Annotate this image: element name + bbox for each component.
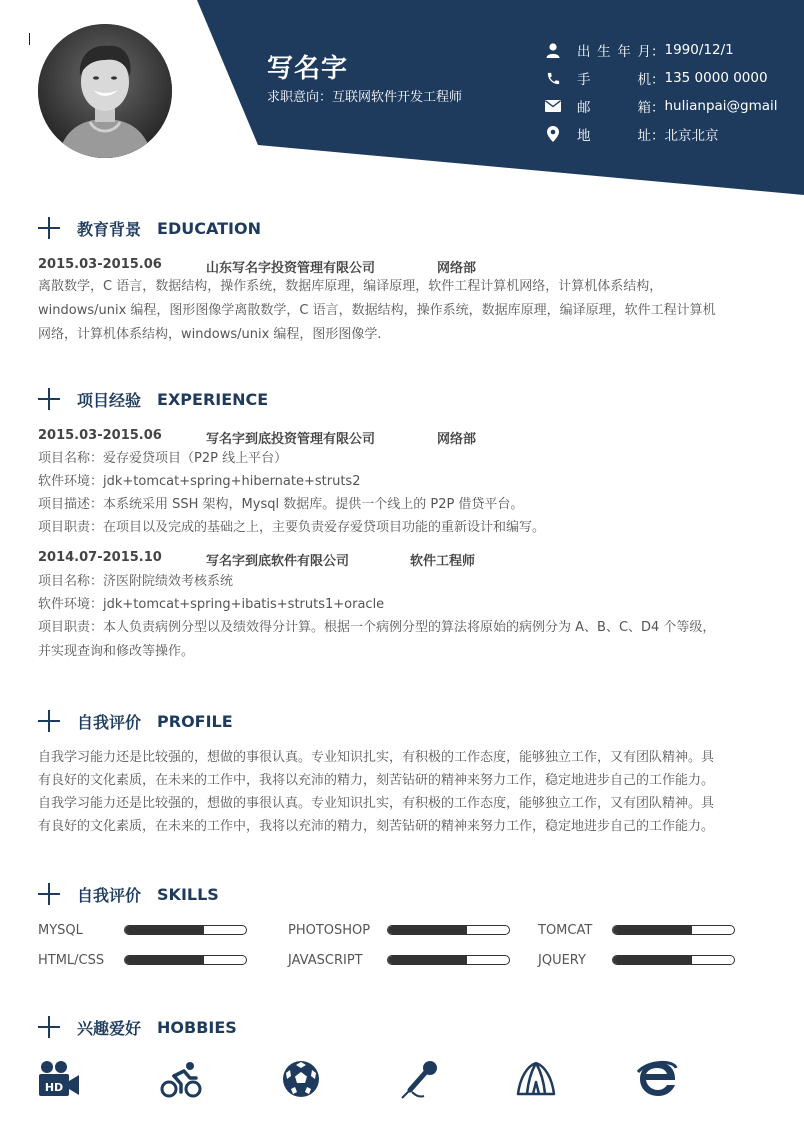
person-icon [545,42,561,58]
info-email [545,92,800,120]
skill-name: HTML/CSS [38,952,105,968]
entry-date: 2015.03-2015.06 [38,257,162,272]
skill-bar [124,955,247,965]
info-value: hulianpai@gmail [664,98,778,114]
entry-date: 2015.03-2015.06 [38,428,162,443]
education-line: 网络，计算机体系结构，windows/unix 编程，图形图像学. [38,327,382,342]
microphone-icon [400,1058,442,1100]
skill-fill [125,926,204,934]
info-phone [545,64,800,92]
candidate-name: 写名字 [267,54,349,84]
mail-icon [545,98,561,114]
entry-company: 写名字到底软件有限公司 [206,554,350,569]
skill-item [538,951,586,969]
movie-camera-icon [38,1058,80,1100]
entry-company: 写名字到底投资管理有限公司 [206,432,376,447]
profile-line: 有良好的文化素质，在未来的工作中，我将以充沛的精力，刻苦钻研的精神来努力工作，稳定地进步自己的工作能力。 [38,819,715,834]
skill-bar [612,955,735,965]
section-title-en: HOBBIES [157,1017,237,1037]
info-label: 手 机 [577,72,651,88]
skill-name: MYSQL [38,922,83,938]
skill-name: JAVASCRIPT [288,952,363,968]
info-label: 出 生 年 月 [577,44,651,60]
section-title-hobbies [38,1015,237,1039]
phone-icon [545,70,561,86]
entry-company: 山东写名字投资管理有限公司 [206,261,376,276]
experience-line: 并实现查询和修改等操作。 [38,644,195,659]
info-colon: ： [651,72,665,88]
plus-icon [38,388,60,410]
section-title-en: EDUCATION [157,218,261,238]
skill-item [288,951,363,969]
section-title-en: PROFILE [157,711,233,731]
info-colon: ： [651,100,665,116]
contact-info [545,36,800,148]
skill-fill [613,956,692,964]
section-title-en: EXPERIENCE [157,389,269,409]
profile-line: 自我学习能力还是比较强的，想做的事很认真。专业知识扎实，有积极的工作态度，能够独立工作，又有团队精神。具 [38,796,715,811]
skill-fill [388,926,467,934]
skill-name: PHOTOSHOP [288,922,371,938]
experience-line: 项目职责：在项目以及完成的基础之上，主要负责爱存爱贷项目功能的重新设计和编写。 [38,520,546,535]
job-objective: 求职意向：互联网软件开发工程师 [267,90,463,105]
cycling-icon [160,1058,202,1100]
plus-icon [38,710,60,732]
skill-fill [125,956,204,964]
skill-name: JQUERY [538,952,586,968]
skill-name: TOMCAT [538,922,593,938]
section-title-cn: 自我评价 [77,885,142,905]
experience-line: 项目名称：爱存爱贷项目（P2P 线上平台） [38,451,288,466]
section-title-cn: 项目经验 [77,390,142,410]
soccer-ball-icon [280,1058,322,1100]
skill-bar [612,925,735,935]
skill-bar [387,925,510,935]
plus-icon [38,1016,60,1038]
experience-line: 项目名称：济医附院绩效考核系统 [38,574,234,589]
info-colon: ： [651,128,665,144]
experience-line: 项目描述：本系统采用 SSH 架构，Mysql 数据库。提供一个线上的 P2P 借贷平台。 [38,497,524,512]
skill-item [288,921,370,939]
section-title-skills [38,882,219,906]
browser-e-icon [636,1058,678,1100]
info-colon: ： [651,44,665,60]
profile-line: 自我学习能力还是比较强的，想做的事很认真。专业知识扎实，有积极的工作态度，能够独立工作，又有团队精神。具 [38,750,715,765]
info-birth [545,36,800,64]
info-address [545,120,800,148]
education-line: 离散数学，C 语言，数据结构，操作系统，数据库原理，编译原理，软件工程计算机网络，计算机体系结构， [38,279,663,294]
section-title-cn: 教育背景 [77,219,142,239]
section-title-experience [38,387,268,411]
info-label: 邮 箱 [577,100,651,116]
skill-bar [124,925,247,935]
experience-line: 软件环境：jdk+tomcat+spring+ibatis+struts1+oracle [38,597,385,612]
entry-dept: 软件工程师 [410,554,476,569]
skill-bar [387,955,510,965]
entry-date: 2014.07-2015.10 [38,550,162,565]
experience-line: 软件环境：jdk+tomcat+spring+hibernate+struts2 [38,474,361,489]
tent-icon [515,1058,557,1100]
info-label: 地 址 [577,128,651,144]
skill-fill [613,926,692,934]
skill-item [538,921,592,939]
entry-dept: 网络部 [437,261,477,276]
section-title-profile [38,709,233,733]
plus-icon [38,217,60,239]
info-value: 北京北京 [664,128,719,144]
info-value: 1990/12/1 [664,42,734,58]
avatar [38,24,172,158]
svg-text:HD: HD [44,1081,64,1094]
section-title-en: SKILLS [157,884,219,904]
skill-item [38,921,83,939]
plus-icon [38,883,60,905]
section-title-cn: 兴趣爱好 [77,1018,142,1038]
info-value: 135 0000 0000 [664,70,768,86]
skill-item [38,951,104,969]
section-title-cn: 自我评价 [77,712,142,732]
education-line: windows/unix 编程，图形图像学离散数学，C 语言，数据结构，操作系统，数据库原理，编译原理，软件工程计算机 [38,303,716,318]
profile-line: 有良好的文化素质，在未来的工作中，我将以充沛的精力，刻苦钻研的精神来努力工作，稳定地进步自己的工作能力。 [38,773,715,788]
experience-line: 项目职责：本人负责病例分型以及绩效得分计算。根据一个病例分型的算法将原始的病例分为 A、B、C、D4 个等级， [38,620,716,635]
text-cursor [29,33,30,45]
skill-fill [388,956,467,964]
entry-dept: 网络部 [437,432,477,447]
location-icon [545,126,561,142]
section-title-education [38,216,261,240]
